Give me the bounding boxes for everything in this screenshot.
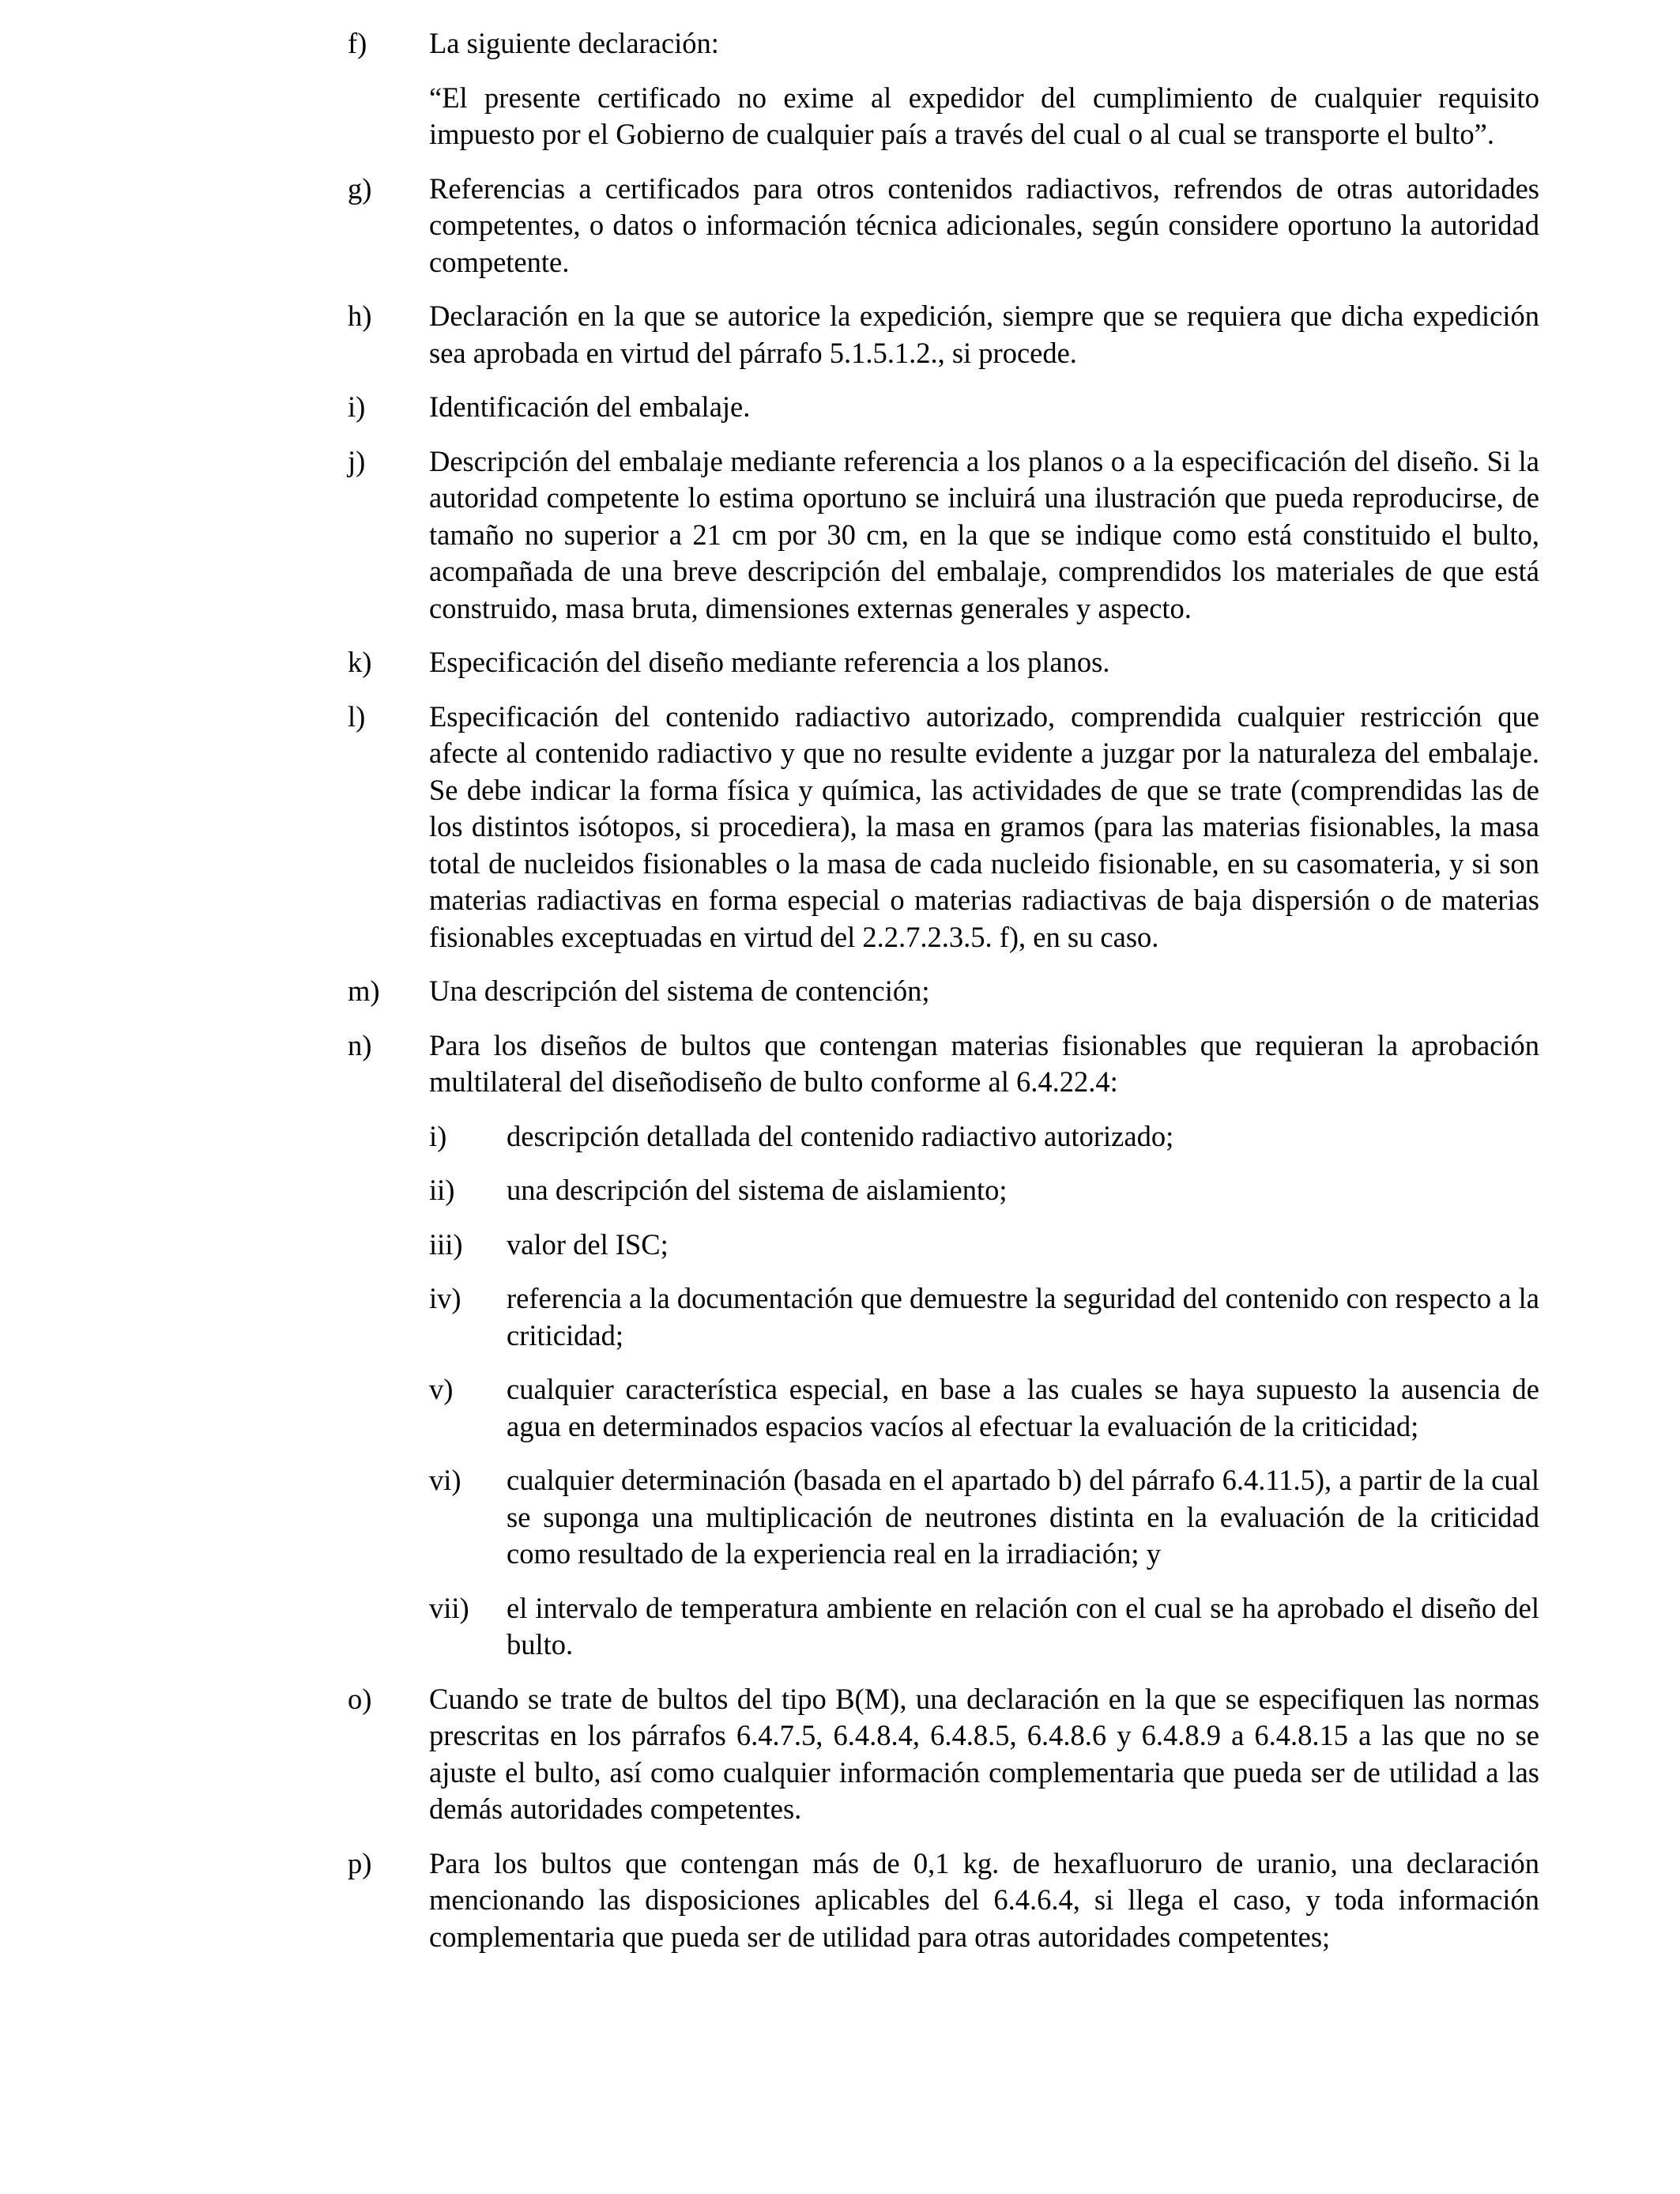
item-text: Especificación del contenido radiactivo autorizado, comprendida cualquier restricción que afecte al contenido radiactivo y que no resulte evidente a juzgar por la naturaleza del embalaje. Se debe indicar la forma física y química, las actividades de que se trate (comprendidas las de los distintos isótopos, si procediera), la masa en gramos (para las materias fisionables, la masa total de nucleidos fisionables o la masa de cada nucleido fisionable, en su casomateria, y si son materias radiactivas en forma especial o materias radiactivas de baja dispersión o de materias fisionables exceptuadas en virtud del 2.2.7.2.3.5. f), en su caso. <box>429 699 1539 953</box>
sub-list-item <box>429 1227 1539 1264</box>
sub-item-label: i) <box>429 1119 447 1152</box>
item-label: j) <box>348 444 366 477</box>
item-text: Una descripción del sistema de contención; <box>429 974 930 1007</box>
item-label: h) <box>348 300 372 332</box>
sub-list-item <box>429 1118 1539 1155</box>
item-label: f) <box>348 27 367 59</box>
item-text: Identificación del embalaje. <box>429 390 751 423</box>
item-label: l) <box>348 699 366 733</box>
sub-list <box>429 1118 1539 1664</box>
sub-list-item <box>429 1280 1539 1354</box>
sub-item-label: vi) <box>429 1464 461 1496</box>
sub-item-label: vii) <box>429 1591 469 1624</box>
item-text: Cuando se trate de bultos del tipo B(M), una declaración en la que se especifiquen las normas prescritas en los párrafos 6.4.7.5, 6.4.8.4, 6.4.8.5, 6.4.8.6 y 6.4.8.9 a 6.4.8.15 a las que no se ajuste el bulto, así como cualquier información complementaria que pueda ser de utilidad a las demás autoridades competentes. <box>429 1682 1539 1825</box>
list-item-p <box>348 1845 1539 1956</box>
item-text: Descripción del embalaje mediante referencia a los planos o a la especificación del diseño. Si la autoridad competente lo estima oportuno se incluirá una ilustración que pueda reproducirse, de tamaño no superior a 21 cm por 30 cm, en la que se indique como está constituido el bulto, acompañada de una breve descripción del embalaje, comprendidos los materiales de que está construido, masa bruta, dimensiones externas generales y aspecto. <box>429 444 1539 624</box>
item-text: Referencias a certificados para otros contenidos radiactivos, refrendos de otras autoridades competentes, o datos o información técnica adicionales, según considere oportuno la autoridad competente. <box>429 172 1539 278</box>
list-item-n <box>348 1027 1539 1664</box>
list-item-i <box>348 389 1539 426</box>
sub-item-text: cualquier característica especial, en base a las cuales se haya supuesto la ausencia de agua en determinados espacios vacíos al efectuar la evaluación de la criticidad; <box>507 1373 1539 1442</box>
sub-item-text: cualquier determinación (basada en el apartado b) del párrafo 6.4.11.5), a partir de la cual se suponga una multiplicación de neutrones distinta en la evaluación de la criticidad como resultado de la experiencia real en la irradiación; y <box>507 1464 1539 1570</box>
sub-item-text: una descripción del sistema de aislamiento; <box>507 1174 1008 1206</box>
list-item-f <box>348 25 1539 153</box>
item-text: Especificación del diseño mediante referencia a los planos. <box>429 646 1110 678</box>
list-item-o <box>348 1681 1539 1828</box>
sub-list-item <box>429 1371 1539 1445</box>
list-item-j <box>348 443 1539 628</box>
requirements-list <box>348 25 1539 1973</box>
item-label: i) <box>348 390 366 423</box>
sub-item-label: v) <box>429 1373 454 1405</box>
item-text: Para los diseños de bultos que contengan materias fisionables que requieran la aprobación multilateral del diseñodiseño de bulto conforme al 6.4.22.4: <box>429 1028 1539 1098</box>
item-label: n) <box>348 1028 372 1061</box>
list-item-h <box>348 298 1539 371</box>
sub-list-item <box>429 1172 1539 1209</box>
sub-item-text: descripción detallada del contenido radiactivo autorizado; <box>507 1119 1174 1152</box>
item-label: o) <box>348 1682 372 1715</box>
sub-list-item <box>429 1462 1539 1573</box>
item-label: p) <box>348 1846 372 1879</box>
sub-item-label: iii) <box>429 1227 463 1261</box>
sub-list-item <box>429 1590 1539 1664</box>
sub-item-text: valor del ISC; <box>507 1227 669 1261</box>
declaration-quote: “El presente certificado no exime al expedidor del cumplimiento de cualquier requisito impuesto por el Gobierno de cualquier país a través del cual o al cual se transporte el bulto”. <box>429 81 1539 150</box>
item-label: g) <box>348 172 372 205</box>
sub-item-label: ii) <box>429 1174 455 1206</box>
sub-item-text: referencia a la documentación que demuestre la seguridad del contenido con respecto a la criticidad; <box>507 1282 1539 1351</box>
list-item-g <box>348 171 1539 281</box>
item-text: Para los bultos que contengan más de 0,1 kg. de hexafluoruro de uranio, una declaración mencionando las disposiciones aplicables del 6.4.6.4, si llega el caso, y toda información complementaria que pueda ser de utilidad para otras autoridades competentes; <box>429 1846 1539 1953</box>
sub-item-label: iv) <box>429 1282 461 1314</box>
list-item-l <box>348 699 1539 956</box>
item-label: k) <box>348 646 372 678</box>
item-text: Declaración en la que se autorice la expedición, siempre que se requiera que dicha expedición sea aprobada en virtud del párrafo 5.1.5.1.2., si procede. <box>429 300 1539 369</box>
list-item-m <box>348 973 1539 1010</box>
sub-item-text: el intervalo de temperatura ambiente en relación con el cual se ha aprobado el diseño del bulto. <box>507 1591 1539 1661</box>
item-text: La siguiente declaración: <box>429 27 719 59</box>
item-label: m) <box>348 974 380 1007</box>
list-item-k <box>348 644 1539 681</box>
